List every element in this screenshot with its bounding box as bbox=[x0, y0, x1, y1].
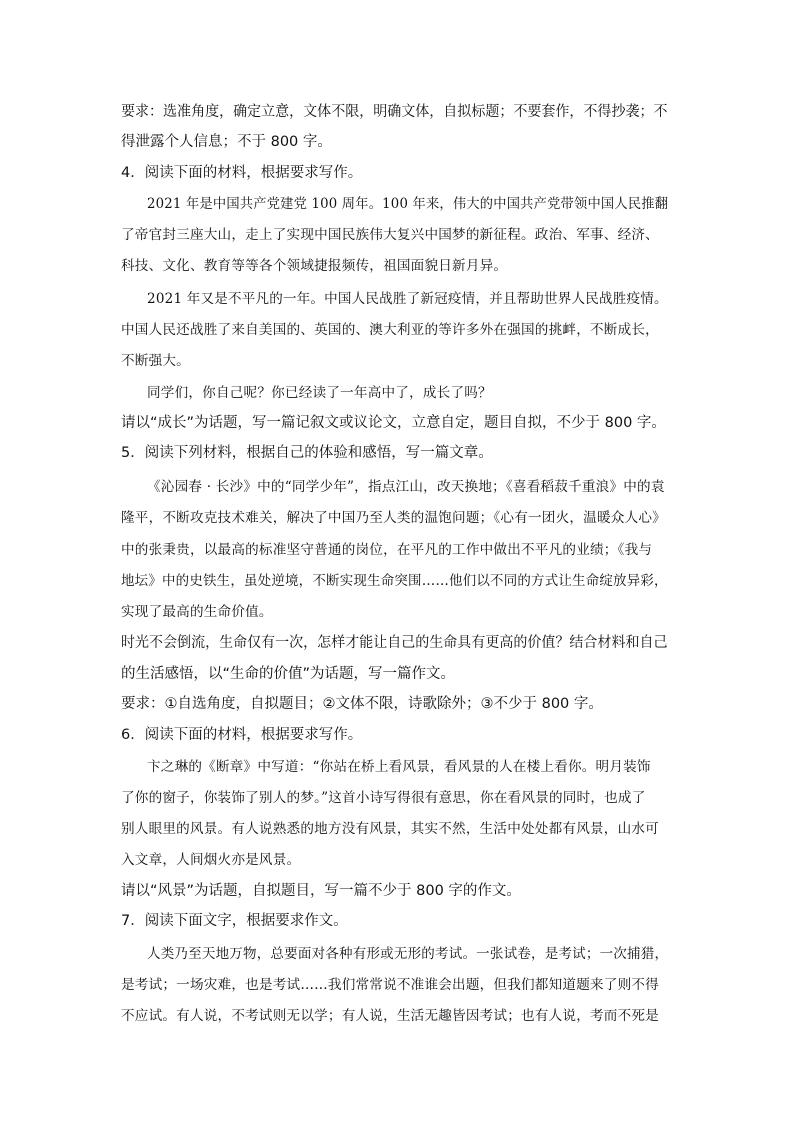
material-line: 同学们，你自己呢？你已经读了一年高中了，成长了吗？ bbox=[147, 385, 492, 401]
requirement-line: 要求：选准角度，确定立意，文体不限，明确文体，自拟标题；不要套作，不得抄袭；不 bbox=[121, 104, 668, 120]
material-line: 不应试。有人说，不考试则无以学；有人说，生活无趣皆因考试；也有人说，考而不死是 bbox=[121, 1008, 659, 1024]
prompt-line: 请以“风景”为话题，自拟题目，写一篇不少于 800 字的作文。 bbox=[121, 883, 521, 899]
material-line: 中的张秉贵，以最高的标准坚守普通的岗位，在平凡的工作中做出不平凡的业绩；《我与 bbox=[121, 542, 653, 558]
material-line: 科技、文化、教育等等各个领域捷报频传，祖国面貌日新月异。 bbox=[121, 258, 508, 274]
prompt-line: 的生活感悟，以“生命的价值”为话题，写一篇作文。 bbox=[121, 666, 456, 682]
prompt-line: 时光不会倒流，生命仅有一次，怎样才能让自己的生命具有更高的价值？结合材料和自己 bbox=[121, 635, 668, 651]
requirement-line: 得泄露个人信息；不于 800 字。 bbox=[121, 134, 332, 150]
material-line: 了你的窗子，你装饰了别人的梦。”这首小诗写得很有意思，你在看风景的同时，也成了 bbox=[121, 790, 646, 806]
question-5-heading: 5．阅读下列材料，根据自己的体验和感悟，写一篇文章。 bbox=[121, 445, 493, 461]
material-line: 2021 年又是不平凡的一年。中国人民战胜了新冠疫情，并且帮助世界人民战胜疫情。 bbox=[147, 291, 668, 307]
material-line: 隆平，不断攻克技术难关，解决了中国乃至人类的温饱问题；《心有一团火，温暖众人心》 bbox=[121, 510, 666, 526]
material-line: 不断强大。 bbox=[121, 353, 190, 369]
material-line: 别人眼里的风景。有人说熟悉的地方没有风景，其实不然，生活中处处都有风景，山水可 bbox=[121, 821, 659, 837]
material-line: 2021 年是中国共产党建党 100 周年。100 年来，伟大的中国共产党带领中国人民推翻 bbox=[147, 196, 669, 212]
material-line: 是考试；一场灾难，也是考试……我们常常说不准谁会出题，但我们都知道题来了则不得 bbox=[121, 977, 659, 993]
material-line: 人类乃至天地万物，总要面对各种有形或无形的考试。一张试卷，是考试；一次捕猎， bbox=[147, 946, 669, 962]
material-line: 入文章，人间烟火亦是风景。 bbox=[121, 852, 301, 868]
material-line: 中国人民还战胜了来自美国的、英国的、澳大利亚的等许多外在强国的挑衅，不断成长， bbox=[121, 322, 659, 338]
material-line: 实现了最高的生命价值。 bbox=[121, 604, 273, 620]
material-line: 《沁园春 · 长沙》中的“同学少年”，指点江山，改天换地；《喜看稻菽千重浪》中的袁 bbox=[147, 479, 665, 495]
requirement-line: 要求：①自选角度，自拟题目；②文体不限，诗歌除外；③不少于 800 字。 bbox=[121, 696, 603, 712]
question-6-heading: 6．阅读下面的材料，根据要求写作。 bbox=[121, 727, 363, 743]
question-4-heading: 4．阅读下面的材料，根据要求写作。 bbox=[121, 165, 363, 181]
material-line: 卞之琳的《断章》中写道：“你站在桥上看风景，看风景的人在楼上看你。明月装饰 bbox=[147, 759, 651, 775]
question-7-heading: 7．阅读下面文字，根据要求作文。 bbox=[121, 913, 348, 929]
prompt-line: 请以“成长”为话题，写一篇记叙文或议论文，立意自定，题目自拟，不少于 800 字。 bbox=[121, 415, 666, 431]
material-line: 了帝官封三座大山，走上了实现中国民族伟大复兴中国梦的新征程。政治、军事、经济、 bbox=[121, 227, 659, 243]
material-line: 地坛》中的史铁生，虽处逆境，不断实现生命突围……他们以不同的方式让生命绽放异彩， bbox=[121, 573, 668, 589]
